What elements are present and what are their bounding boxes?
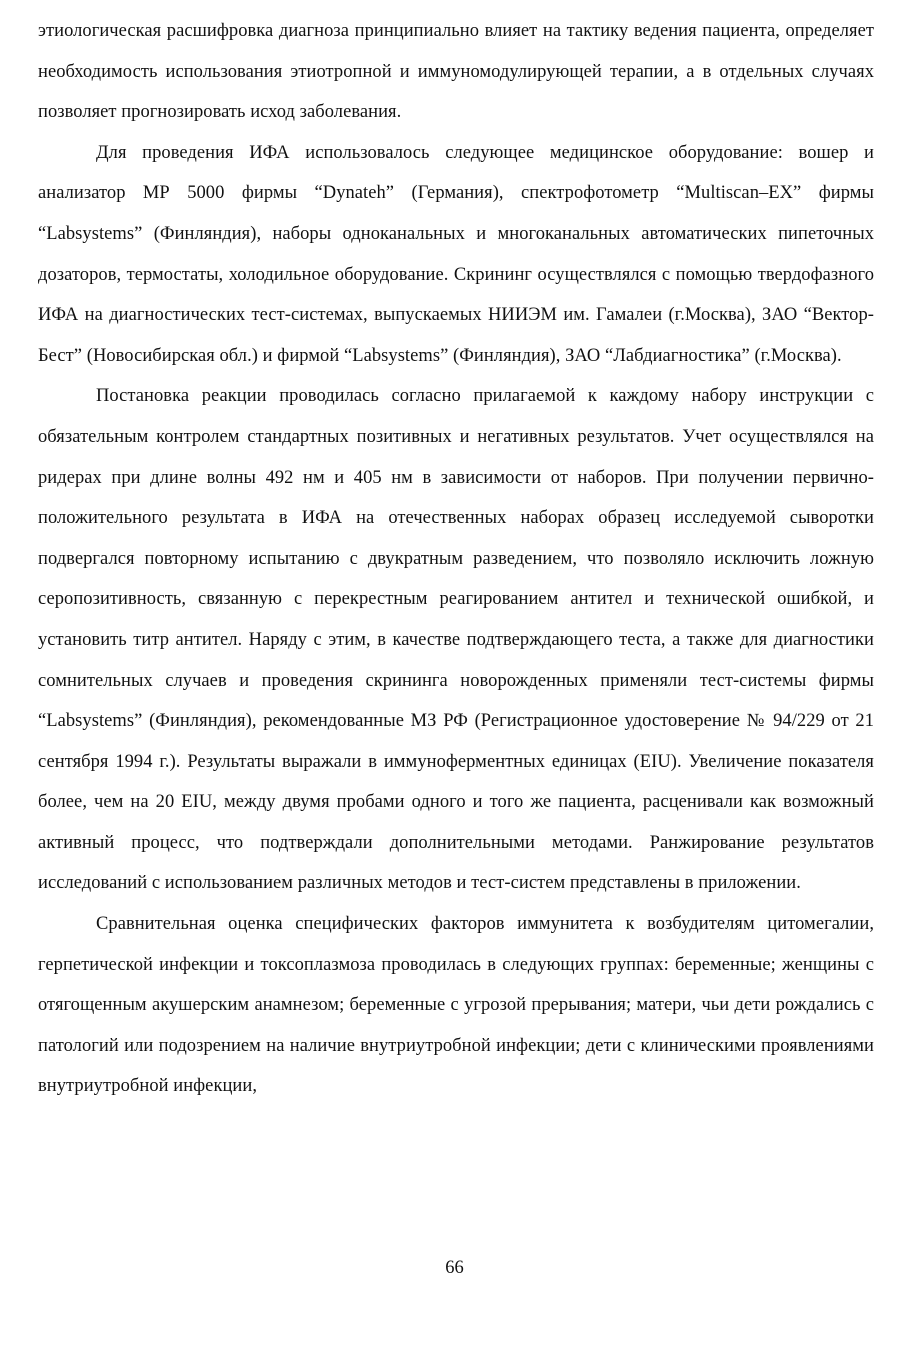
paragraph-reaction-procedure: Постановка реакции проводилась согласно прилагаемой к каждому набору инструкции с обязательным контролем стандартных позитивных и негативных результатов. Учет осуществлялся на ридерах при длине волны 492 нм и 405 нм в зависимости от наборов. При получении первично-положительного результата в ИФА на отечественных наборах образец исследуемой сыворотки подвергался повторному испытанию с двукратным разведением, что позволяло исключить ложную серопозитивность, связанную с перекрестным реагированием антител и технической ошибкой, и установить титр антител. Наряду с этим, в качестве подтверждающего теста, а также для диагностики сомнительных случаев и проведения скрининга новорожденных применяли тест-системы фирмы “Labsystems” (Финляндия), рекомендованные МЗ РФ (Регистрационное удостоверение № 94/229 от 21 сентября 1994 г.). Результаты выражали в иммуноферментных единицах (EIU). Увеличение показателя более, чем на 20 EIU, между двумя пробами одного и того же пациента, расценивали как возможный активный процесс, что подтверждали дополнительными методами. Ранжирование результатов исследований с использованием различных методов и тест-систем представлены в приложении. — [38, 386, 874, 894]
paragraph-continuation: этиологическая расшифровка диагноза принципиально влияет на тактику ведения пациента, определяет необходимость использования этиотропной и иммуномодулирующей терапии, а в отдельных случаях позволяет прогнозировать исход заболевания. — [38, 21, 874, 123]
body-text — [38, 11, 874, 1107]
paragraph-comparative-evaluation: Сравнительная оценка специфических факторов иммунитета к возбудителям цитомегалии, герпетической инфекции и токсоплазмоза проводилась в следующих группах: беременные; женщины с отягощенным акушерским анамнезом; беременные с угрозой прерывания; матери, чьи дети рождались с патологий или подозрением на наличие внутриутробной инфекции; дети с клиническими проявлениями внутриутробной инфекции, — [38, 914, 874, 1097]
page-number: 66 — [445, 1258, 464, 1278]
paragraph-equipment: Для проведения ИФА использовалось следующее медицинское оборудование: вошер и анализатор МР 5000 фирмы “Dynateh” (Германия), спектрофотометр “Multiscan–EX” фирмы “Labsystems” (Финляндия), наборы одноканальных и многоканальных автоматических пипеточных дозаторов, термостаты, холодильное оборудование. Скрининг осуществлялся с помощью твердофазного ИФА на диагностических тест-системах, выпускаемых НИИЭМ им. Гамалеи (г.Москва), ЗАО “Вектор-Бест” (Новосибирская обл.) и фирмой “Labsystems” (Финляндия), ЗАО “Лабдиагностика” (г.Москва). — [38, 142, 874, 366]
